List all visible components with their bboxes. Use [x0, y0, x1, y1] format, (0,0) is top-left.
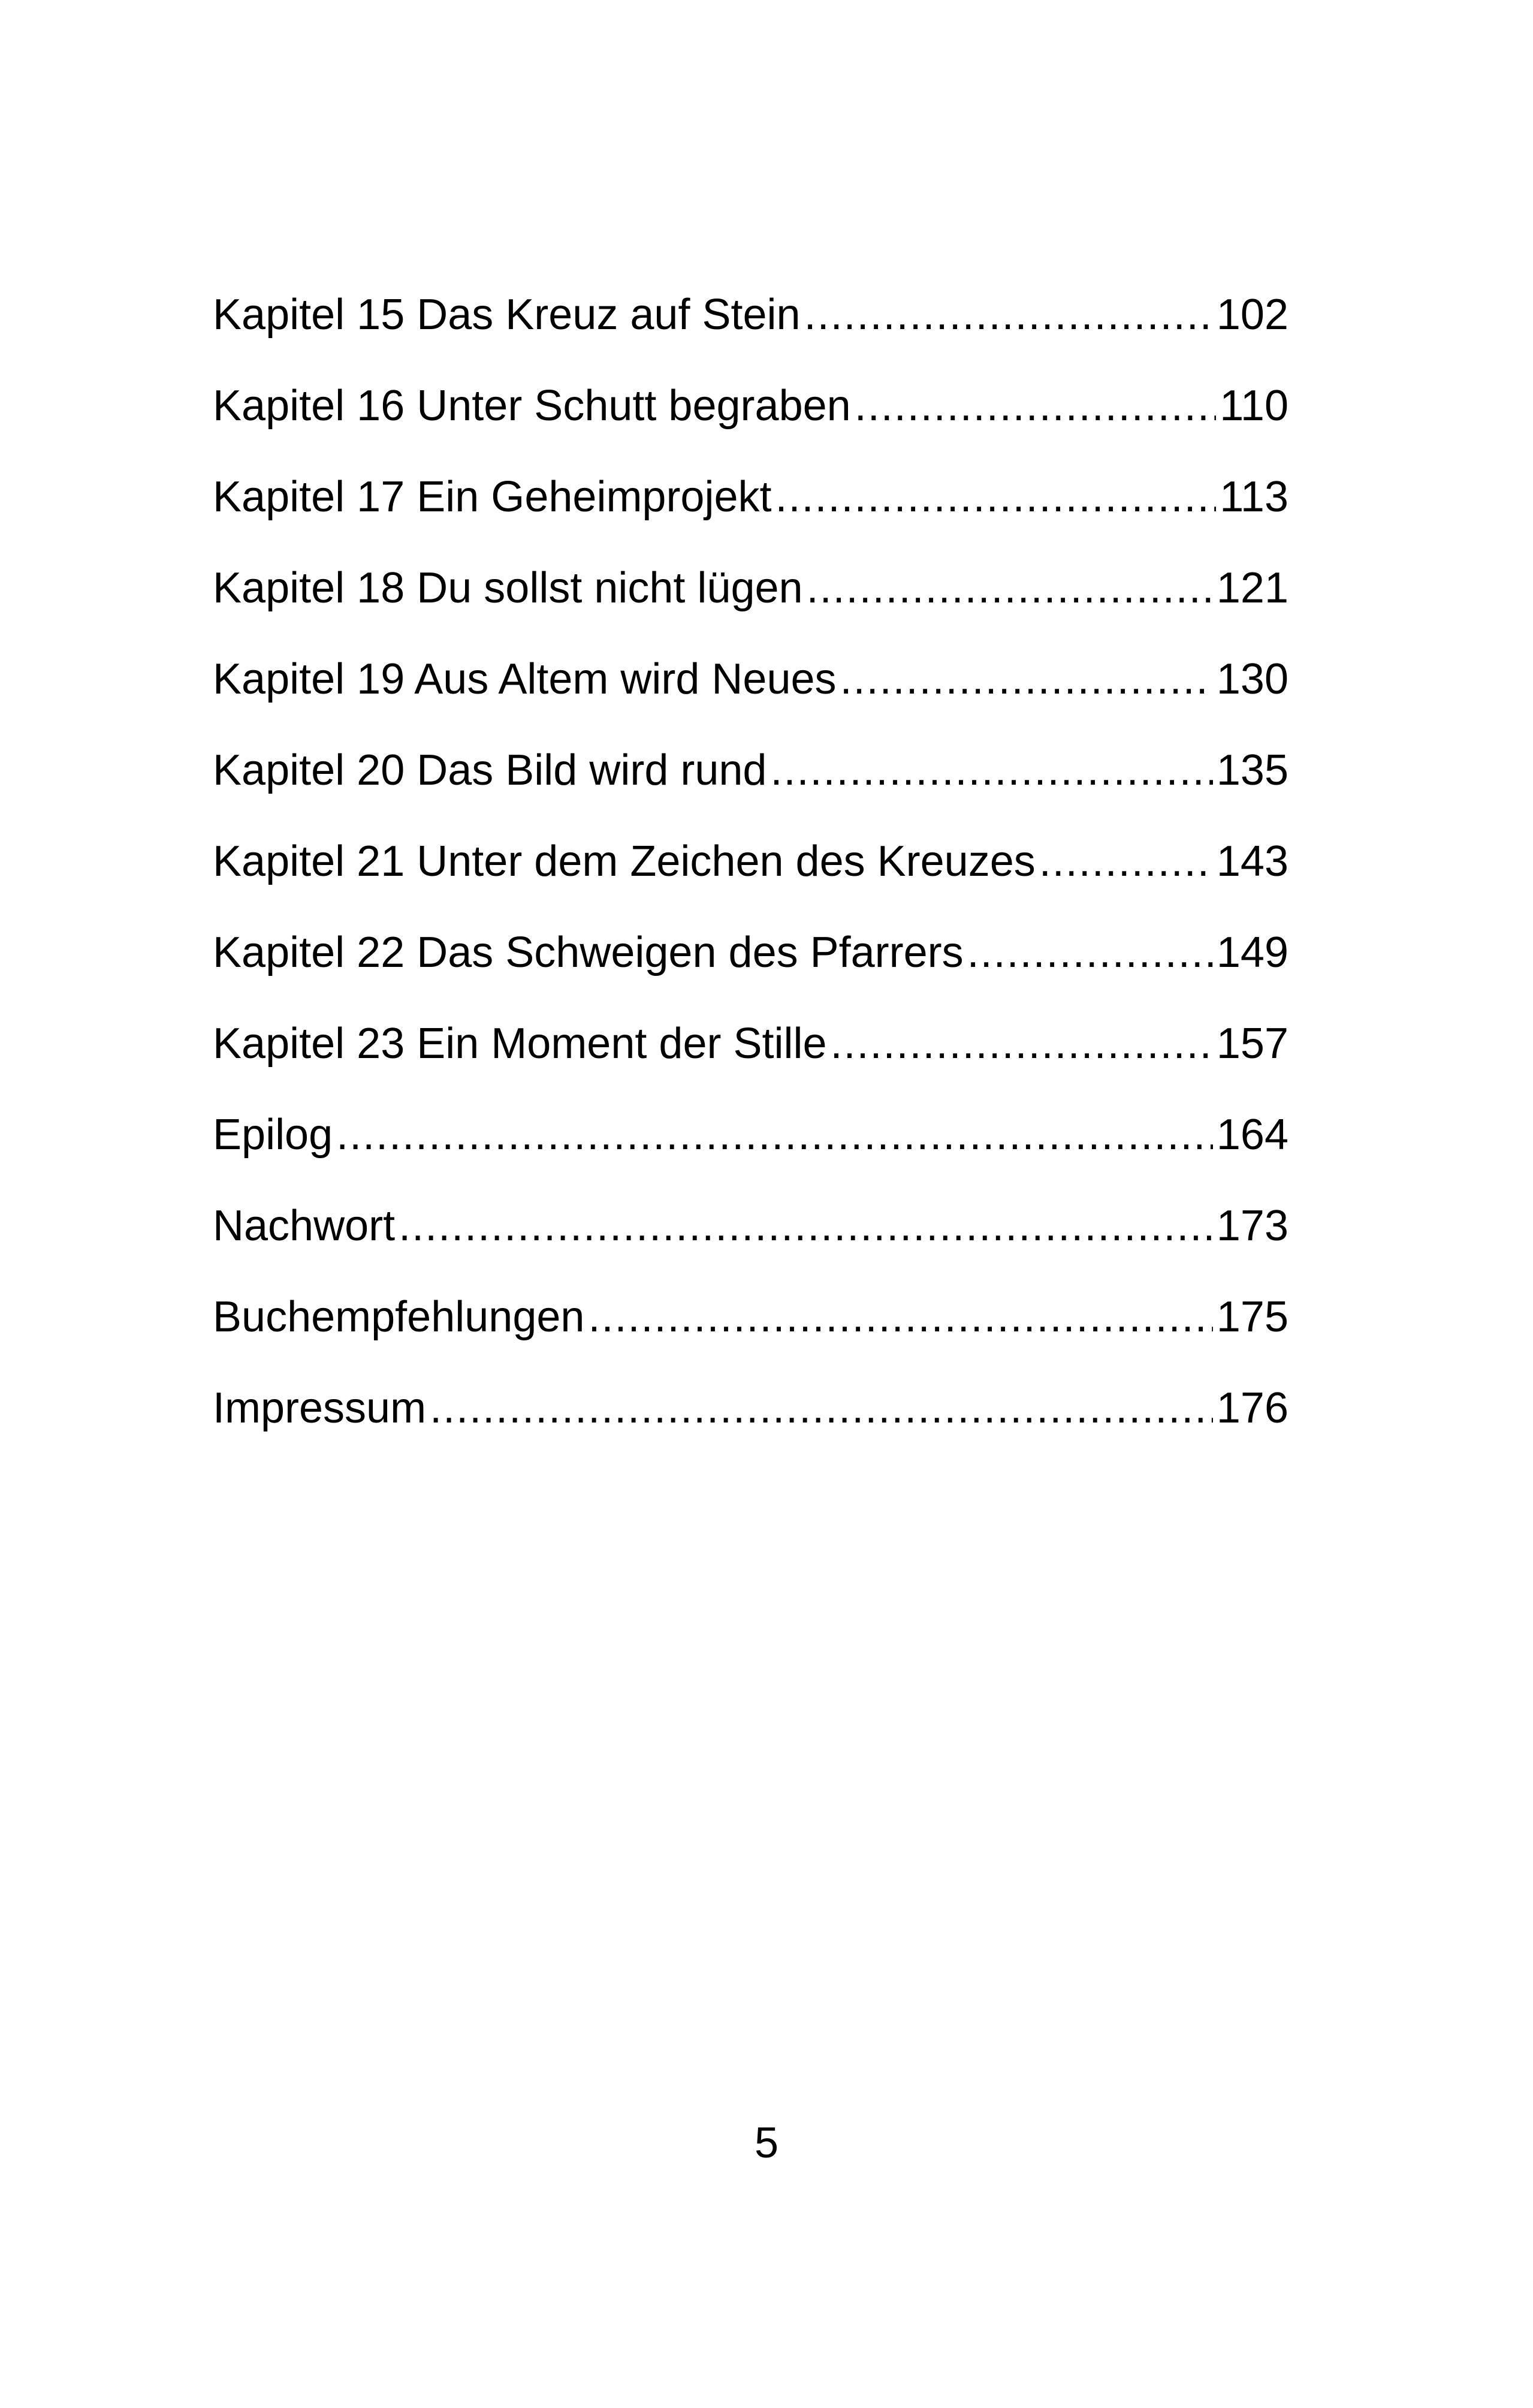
dot-leader — [1039, 828, 1213, 894]
toc-entry-page: 157 — [1216, 1020, 1288, 1068]
toc-entry-page: 143 — [1216, 837, 1288, 885]
toc-entry-title: Kapitel 21 Unter dem Zeichen des Kreuzes — [213, 837, 1036, 885]
page-number: 5 — [754, 2119, 779, 2167]
toc-entry-page: 173 — [1216, 1202, 1288, 1250]
toc-entry-page: 113 — [1220, 473, 1288, 521]
toc-entry — [213, 1193, 1288, 1284]
toc-entry-page: 121 — [1216, 564, 1288, 612]
toc-entry-title: Nachwort — [213, 1202, 396, 1250]
toc-entry — [213, 373, 1288, 464]
dot-leader — [336, 1102, 1213, 1168]
toc-entry-title: Kapitel 20 Das Bild wird rund — [213, 746, 767, 794]
toc-entry-page: 176 — [1216, 1384, 1288, 1432]
dot-leader — [804, 282, 1213, 348]
toc-entry-page: 130 — [1216, 655, 1288, 703]
toc-entry-title: Epilog — [213, 1111, 333, 1159]
toc-entry — [213, 1284, 1288, 1375]
toc-entry — [213, 555, 1288, 646]
dot-leader — [399, 1193, 1213, 1259]
toc-entry-title: Kapitel 18 Du sollst nicht lügen — [213, 564, 803, 612]
dot-leader — [831, 1011, 1213, 1077]
toc-entry-title: Kapitel 16 Unter Schutt begraben — [213, 382, 851, 430]
toc-entry-title: Buchempfehlungen — [213, 1293, 585, 1341]
toc-entry — [213, 646, 1288, 737]
toc-entry-title: Kapitel 19 Aus Altem wird Neues — [213, 655, 837, 703]
toc-entry — [213, 920, 1288, 1011]
toc-entry — [213, 1011, 1288, 1102]
toc-entry-page: 102 — [1216, 291, 1288, 339]
toc-entry — [213, 1375, 1288, 1466]
toc-entry-title: Impressum — [213, 1384, 427, 1432]
toc-entry — [213, 737, 1288, 828]
dot-leader — [855, 373, 1216, 439]
toc-entry — [213, 1102, 1288, 1193]
toc-entry-page: 110 — [1220, 382, 1288, 430]
toc-entry — [213, 828, 1288, 920]
dot-leader — [430, 1375, 1213, 1441]
toc-entry-page: 164 — [1216, 1111, 1288, 1159]
toc-entry-title: Kapitel 22 Das Schweigen des Pfarrers — [213, 929, 964, 977]
dot-leader — [807, 555, 1213, 621]
toc-entry-title: Kapitel 23 Ein Moment der Stille — [213, 1020, 827, 1068]
dot-leader — [770, 737, 1212, 803]
toc-entry-page: 135 — [1216, 746, 1288, 794]
dot-leader — [775, 464, 1217, 530]
dot-leader — [967, 920, 1213, 985]
toc-entry — [213, 282, 1288, 373]
toc-entry-page: 149 — [1216, 929, 1288, 977]
toc-entry — [213, 464, 1288, 555]
dot-leader — [840, 646, 1213, 712]
table-of-contents — [213, 282, 1288, 1466]
toc-entry-page: 175 — [1216, 1293, 1288, 1341]
toc-entry-title: Kapitel 15 Das Kreuz auf Stein — [213, 291, 801, 339]
dot-leader — [588, 1284, 1212, 1350]
toc-entry-title: Kapitel 17 Ein Geheimprojekt — [213, 473, 772, 521]
